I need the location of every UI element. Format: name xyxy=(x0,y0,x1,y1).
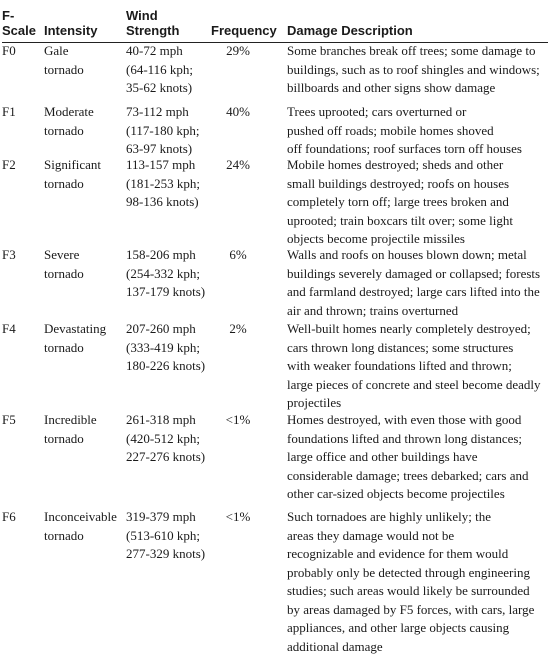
table-row xyxy=(2,156,548,247)
damage-line: small buildings destroyed; roofs on houses xyxy=(287,175,550,194)
cell-damage-description xyxy=(287,320,550,413)
intensity-line: tornado xyxy=(44,430,124,449)
intensity-line: Significant xyxy=(44,156,124,175)
table-row xyxy=(2,246,548,321)
damage-line: objects become projectile missiles xyxy=(287,230,550,249)
table-row xyxy=(2,320,548,413)
damage-line: additional damage xyxy=(287,638,550,656)
damage-line: Mobile homes destroyed; sheds and other xyxy=(287,156,550,175)
damage-line: recognizable and evidence for them would xyxy=(287,545,550,564)
cell-damage-description xyxy=(287,42,550,98)
wind-line: (513-610 kph; xyxy=(126,527,212,546)
damage-line: Such tornadoes are highly unlikely; the xyxy=(287,508,550,527)
damage-line: studies; such areas would likely be surrounded xyxy=(287,582,550,601)
damage-line: Walls and roofs on houses blown down; metal xyxy=(287,246,550,265)
intensity-line: tornado xyxy=(44,339,124,358)
cell-damage-description xyxy=(287,103,550,159)
cell-intensity xyxy=(44,411,124,448)
intensity-line: Devastating xyxy=(44,320,124,339)
damage-line: Well-built homes nearly completely destroyed; xyxy=(287,320,550,339)
damage-line: Homes destroyed, with even those with good xyxy=(287,411,550,430)
wind-line: 158-206 mph xyxy=(126,246,212,265)
cell-damage-description xyxy=(287,156,550,249)
header-damage-description: Damage Description xyxy=(287,23,413,38)
cell-wind-strength xyxy=(126,508,212,564)
intensity-line: Moderate xyxy=(44,103,124,122)
cell-intensity xyxy=(44,246,124,283)
cell-intensity xyxy=(44,42,124,79)
wind-line: 113-157 mph xyxy=(126,156,212,175)
header-scale-line-1: F- xyxy=(2,8,40,23)
wind-line: (64-116 kph; xyxy=(126,61,212,80)
cell-frequency: 2% xyxy=(212,320,264,339)
cell-scale: F0 xyxy=(2,42,40,61)
header-scale xyxy=(2,8,40,38)
intensity-line: tornado xyxy=(44,61,124,80)
cell-wind-strength xyxy=(126,42,212,98)
intensity-line: tornado xyxy=(44,175,124,194)
damage-line: projectiles xyxy=(287,394,550,413)
wind-line: 137-179 knots) xyxy=(126,283,212,302)
header-scale-line-2: Scale xyxy=(2,23,40,38)
cell-intensity xyxy=(44,156,124,193)
wind-line: 319-379 mph xyxy=(126,508,212,527)
cell-scale: F4 xyxy=(2,320,40,339)
damage-line: with weaker foundations lifted and thrown; xyxy=(287,357,550,376)
cell-scale: F6 xyxy=(2,508,40,527)
cell-wind-strength xyxy=(126,411,212,467)
cell-intensity xyxy=(44,103,124,140)
wind-line: (420-512 kph; xyxy=(126,430,212,449)
cell-wind-strength xyxy=(126,103,212,159)
intensity-line: Gale xyxy=(44,42,124,61)
cell-wind-strength xyxy=(126,320,212,376)
wind-line: 277-329 knots) xyxy=(126,545,212,564)
damage-line: foundations lifted and thrown long distances; xyxy=(287,430,550,449)
wind-line: 261-318 mph xyxy=(126,411,212,430)
damage-line: pushed off roads; mobile homes shoved xyxy=(287,122,550,141)
cell-frequency: <1% xyxy=(212,508,264,527)
cell-frequency: 40% xyxy=(212,103,264,122)
wind-line: 227-276 knots) xyxy=(126,448,212,467)
damage-line: large office and other buildings have xyxy=(287,448,550,467)
header-wind-strength xyxy=(126,8,179,38)
wind-line: (117-180 kph; xyxy=(126,122,212,141)
cell-wind-strength xyxy=(126,246,212,302)
wind-line: 180-226 knots) xyxy=(126,357,212,376)
damage-line: air and thrown; trains overturned xyxy=(287,302,550,321)
table-row xyxy=(2,411,548,509)
wind-line: (333-419 kph; xyxy=(126,339,212,358)
wind-line: 98-136 knots) xyxy=(126,193,212,212)
damage-line: off foundations; roof surfaces torn off houses xyxy=(287,140,550,159)
wind-line: 207-260 mph xyxy=(126,320,212,339)
fujita-scale-table xyxy=(2,0,548,43)
cell-scale: F3 xyxy=(2,246,40,265)
intensity-line: Inconceivable xyxy=(44,508,124,527)
header-wind-line-1: Wind xyxy=(126,8,179,23)
header-wind-line-2: Strength xyxy=(126,23,179,38)
table-header xyxy=(2,0,548,43)
cell-damage-description xyxy=(287,411,550,504)
wind-line: 35-62 knots) xyxy=(126,79,212,98)
wind-line: 73-112 mph xyxy=(126,103,212,122)
wind-line: (254-332 kph; xyxy=(126,265,212,284)
cell-intensity xyxy=(44,508,124,545)
intensity-line: tornado xyxy=(44,122,124,141)
cell-frequency: 6% xyxy=(212,246,264,265)
cell-intensity xyxy=(44,320,124,357)
damage-line: buildings, such as to roof shingles and windows; xyxy=(287,61,550,80)
damage-line: other car-sized objects become projectiles xyxy=(287,485,550,504)
damage-line: buildings severely damaged or collapsed; forests xyxy=(287,265,550,284)
cell-damage-description xyxy=(287,508,550,656)
intensity-line: tornado xyxy=(44,527,124,546)
cell-wind-strength xyxy=(126,156,212,212)
cell-frequency: 29% xyxy=(212,42,264,61)
intensity-line: Incredible xyxy=(44,411,124,430)
intensity-line: tornado xyxy=(44,265,124,284)
cell-scale: F5 xyxy=(2,411,40,430)
damage-line: considerable damage; trees debarked; cars and xyxy=(287,467,550,486)
table-row xyxy=(2,103,548,159)
damage-line: uprooted; train boxcars tilt over; some light xyxy=(287,212,550,231)
damage-line: probably only be detected through engineering xyxy=(287,564,550,583)
damage-line: Trees uprooted; cars overturned or xyxy=(287,103,550,122)
damage-line: by areas damaged by F5 forces, with cars, large xyxy=(287,601,550,620)
cell-scale: F1 xyxy=(2,103,40,122)
damage-line: large pieces of concrete and steel become deadly xyxy=(287,376,550,395)
damage-line: completely torn off; large trees broken and xyxy=(287,193,550,212)
cell-frequency: 24% xyxy=(212,156,264,175)
header-frequency: Frequency xyxy=(211,23,277,38)
table-row xyxy=(2,42,548,98)
damage-line: billboards and other signs show damage xyxy=(287,79,550,98)
cell-scale: F2 xyxy=(2,156,40,175)
table-row xyxy=(2,508,548,646)
damage-line: appliances, and other large objects causing xyxy=(287,619,550,638)
cell-damage-description xyxy=(287,246,550,320)
wind-line: (181-253 kph; xyxy=(126,175,212,194)
damage-line: and farmland destroyed; large cars lifted into the xyxy=(287,283,550,302)
header-intensity: Intensity xyxy=(44,23,97,38)
intensity-line: Severe xyxy=(44,246,124,265)
cell-frequency: <1% xyxy=(212,411,264,430)
damage-line: Some branches break off trees; some damage to xyxy=(287,42,550,61)
wind-line: 40-72 mph xyxy=(126,42,212,61)
damage-line: areas they damage would not be xyxy=(287,527,550,546)
wind-line: 63-97 knots) xyxy=(126,140,212,159)
damage-line: cars thrown long distances; some structures xyxy=(287,339,550,358)
